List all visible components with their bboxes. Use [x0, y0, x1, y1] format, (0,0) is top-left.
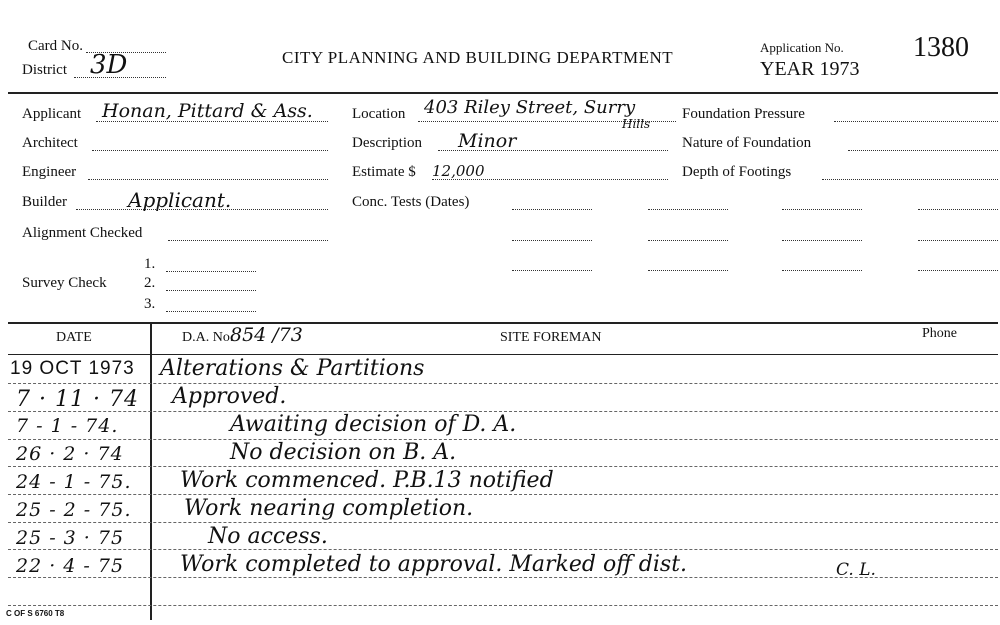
- date-column-divider: [150, 322, 152, 620]
- applicant-label: Applicant: [22, 106, 82, 122]
- log-rule: [8, 522, 998, 523]
- entry-date: 19 OCT 1973: [10, 358, 135, 379]
- location-label: Location: [352, 106, 406, 122]
- survey-item-2: 2.: [144, 275, 156, 291]
- card-no-label: Card No.: [28, 38, 83, 54]
- log-rule: [8, 549, 998, 550]
- entry-text: No access.: [208, 524, 328, 549]
- entry-text: Work commenced. P.B.13 notified: [180, 468, 554, 493]
- date-header: DATE: [56, 330, 92, 345]
- conc-test-slot: [918, 270, 998, 271]
- architect-label: Architect: [22, 135, 78, 151]
- conc-test-slot: [512, 240, 592, 241]
- conc-tests-label: Conc. Tests (Dates): [352, 194, 470, 210]
- estimate-value: 12,000: [432, 162, 485, 180]
- conc-test-slot: [648, 209, 728, 210]
- builder-value: Applicant.: [128, 188, 232, 212]
- phone-header: Phone: [922, 326, 957, 341]
- district-label: District: [22, 62, 67, 78]
- entry-text: Approved.: [172, 384, 287, 409]
- description-label: Description: [352, 135, 422, 151]
- survey-label: Survey Check: [22, 275, 107, 291]
- site-foreman-header: SITE FOREMAN: [500, 330, 602, 345]
- application-number: 1380: [913, 32, 969, 63]
- description-value: Minor: [458, 130, 517, 152]
- header-divider: [8, 92, 998, 94]
- log-rule: [8, 605, 998, 606]
- location-value: 403 Riley Street, Surry: [424, 97, 636, 118]
- application-label: Application No.: [760, 40, 844, 55]
- entry-date: 7 · 11 · 74: [16, 387, 139, 412]
- entry-text: Alterations & Partitions: [160, 356, 425, 381]
- conc-test-slot: [648, 240, 728, 241]
- log-top-border: [8, 322, 998, 324]
- da-value: 854 /73: [230, 324, 303, 346]
- log-rule: [8, 494, 998, 495]
- form-code: C OF S 6760 T8: [6, 609, 65, 618]
- inspector-initials: C. L.: [836, 560, 876, 580]
- conc-test-slot: [512, 270, 592, 271]
- conc-test-slot: [648, 270, 728, 271]
- da-label: D.A. No.: [182, 330, 234, 345]
- survey-field-1: [166, 271, 256, 272]
- depth-of-footings-field: [822, 179, 998, 180]
- nature-of-foundation-field: [848, 150, 998, 151]
- log-rule: [8, 383, 998, 384]
- survey-field-2: [166, 290, 256, 291]
- entry-date: 25 - 2 - 75.: [16, 499, 132, 521]
- foundation-pressure-label: Foundation Pressure: [682, 106, 805, 122]
- survey-field-3: [166, 311, 256, 312]
- applicant-value: Honan, Pittard & Ass.: [102, 100, 313, 122]
- nature-of-foundation-label: Nature of Foundation: [682, 135, 812, 151]
- entry-text: Work completed to approval. Marked off dist.: [180, 552, 688, 577]
- survey-item-3: 3.: [144, 296, 156, 312]
- log-rule: [8, 466, 998, 467]
- conc-test-slot: [782, 240, 862, 241]
- depth-of-footings-label: Depth of Footings: [682, 164, 792, 180]
- conc-test-slot: [918, 209, 998, 210]
- survey-item-1: 1.: [144, 256, 156, 272]
- department-title: CITY PLANNING AND BUILDING DEPARTMENT: [282, 48, 674, 67]
- entry-text: No decision on B. A.: [230, 440, 457, 465]
- alignment-field: [168, 240, 328, 241]
- architect-field: [92, 150, 328, 151]
- engineer-label: Engineer: [22, 164, 77, 180]
- builder-label: Builder: [22, 194, 67, 210]
- log-header-border: [8, 354, 998, 355]
- entry-date: 24 - 1 - 75.: [16, 471, 132, 493]
- log-rule: [8, 439, 998, 440]
- entry-text: Awaiting decision of D. A.: [230, 412, 517, 437]
- conc-test-slot: [512, 209, 592, 210]
- conc-test-slot: [918, 240, 998, 241]
- conc-test-slot: [782, 270, 862, 271]
- estimate-label: Estimate $: [352, 164, 416, 180]
- entry-text: Work nearing completion.: [184, 496, 474, 521]
- conc-test-slot: [782, 209, 862, 210]
- entry-date: 22 · 4 - 75: [16, 555, 125, 577]
- entry-date: 7 - 1 - 74.: [16, 415, 119, 437]
- location-value-continued: Hills: [622, 117, 651, 131]
- alignment-label: Alignment Checked: [22, 225, 143, 241]
- entry-date: 25 - 3 · 75: [16, 527, 125, 549]
- year-label: YEAR 1973: [760, 58, 860, 80]
- district-value: 3D: [90, 50, 128, 80]
- entry-date: 26 · 2 · 74: [16, 443, 124, 465]
- engineer-field: [88, 179, 328, 180]
- foundation-pressure-field: [834, 121, 998, 122]
